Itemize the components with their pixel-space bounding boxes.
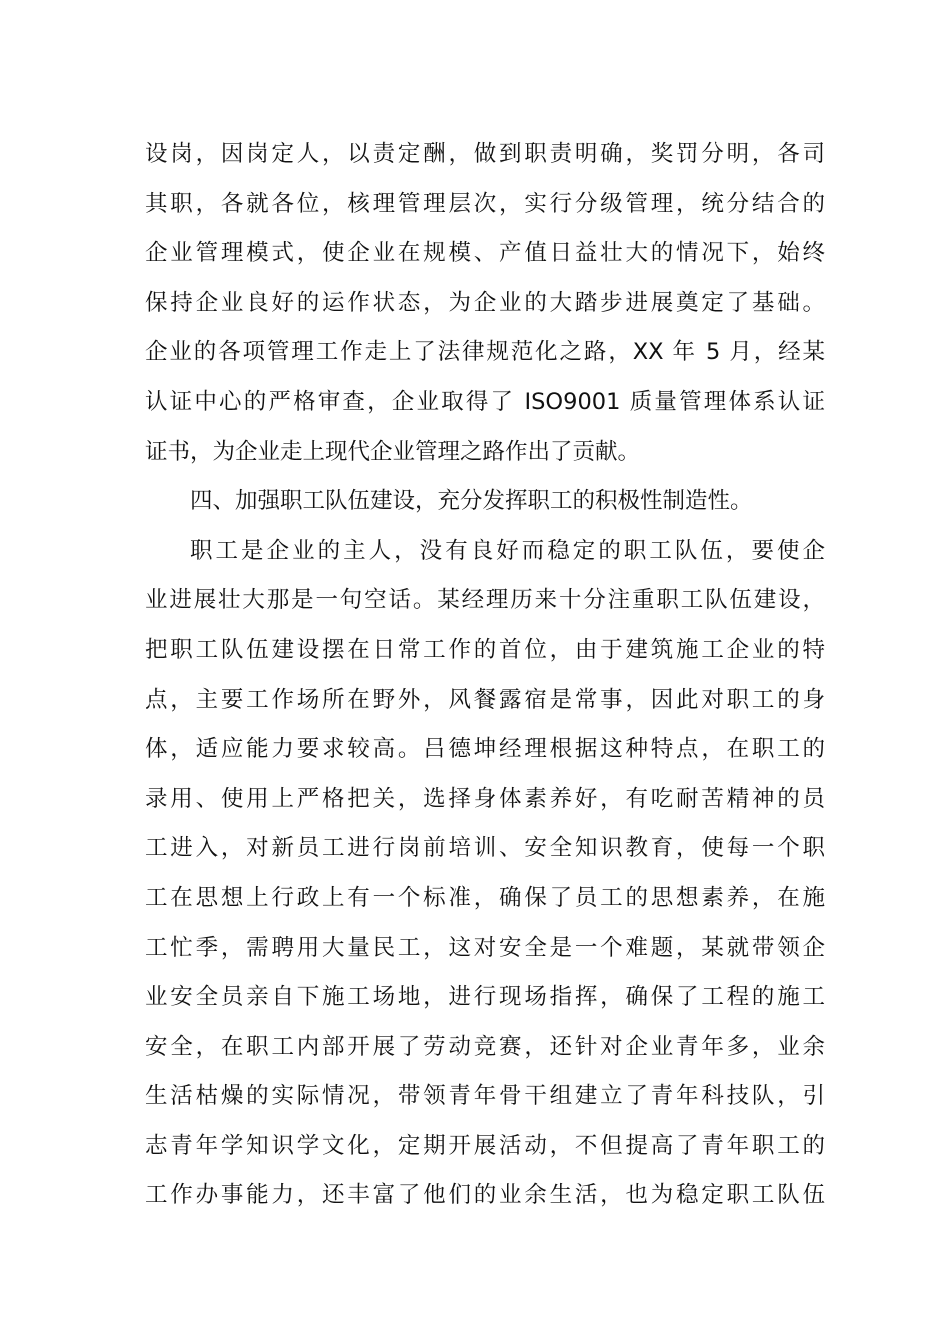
text-line-11: 把职工队伍建设摆在日常工作的首位，由于建筑施工企业的特 [145, 636, 825, 663]
document-body [145, 130, 825, 1221]
text-line-12: 点，主要工作场所在野外，风餐露宿是常事，因此对职工的身 [145, 686, 825, 713]
text-line-13: 体，适应能力要求较高。吕德坤经理根据这种特点，在职工的 [145, 736, 825, 763]
text-line-2: 其职，各就各位，核理管理层次，实行分级管理，统分结合的 [145, 190, 825, 217]
text-line-15: 工进入，对新员工进行岗前培训、安全知识教育，使每一个职 [145, 835, 825, 862]
text-line-9: 职工是企业的主人，没有良好而稳定的职工队伍，要使企 [190, 537, 825, 564]
text-line-1: 设岗，因岗定人，以责定酬，做到职责明确，奖罚分明，各司 [145, 141, 825, 167]
text-line-4: 保持企业良好的运作状态，为企业的大踏步进展奠定了基础。 [145, 289, 825, 316]
text-line-21: 志青年学知识学文化，定期开展活动，不但提高了青年职工的 [145, 1132, 825, 1159]
text-line-10: 业进展壮大那是一句空话。某经理历来十分注重职工队伍建设， [145, 587, 825, 614]
text-line-20: 生活枯燥的实际情况，带领青年骨干组建立了青年科技队，引 [145, 1083, 825, 1110]
text-line-16: 工在思想上行政上有一个标准，确保了员工的思想素养，在施 [145, 884, 825, 911]
text-line-19: 安全，在职工内部开展了劳动竞赛，还针对企业青年多，业余 [145, 1033, 825, 1060]
text-line-17: 工忙季，需聘用大量民工，这对安全是一个难题，某就带领企 [145, 934, 825, 961]
text-line-3: 企业管理模式，使企业在规模、产值日益壮大的情况下，始终 [145, 240, 825, 267]
text-line-18: 业安全员亲自下施工场地，进行现场指挥，确保了工程的施工 [145, 984, 825, 1011]
text-line-7: 证书，为企业走上现代企业管理之路作出了贡献。 [145, 438, 641, 465]
text-line-14: 录用、使用上严格把关，选择身体素养好，有吃耐苦精神的员 [145, 785, 825, 812]
text-line-6: 认证中心的严格审查，企业取得了 ISO9001 质量管理体系认证 [145, 388, 825, 415]
section-heading: 四、加强职工队伍建设，充分发挥职工的积极性制造性。 [190, 488, 753, 515]
text-line-22: 工作办事能力，还丰富了他们的业余生活，也为稳定职工队伍 [145, 1182, 825, 1209]
text-line-5: 企业的各项管理工作走上了法律规范化之路，XX 年 5 月，经某 [145, 339, 825, 366]
